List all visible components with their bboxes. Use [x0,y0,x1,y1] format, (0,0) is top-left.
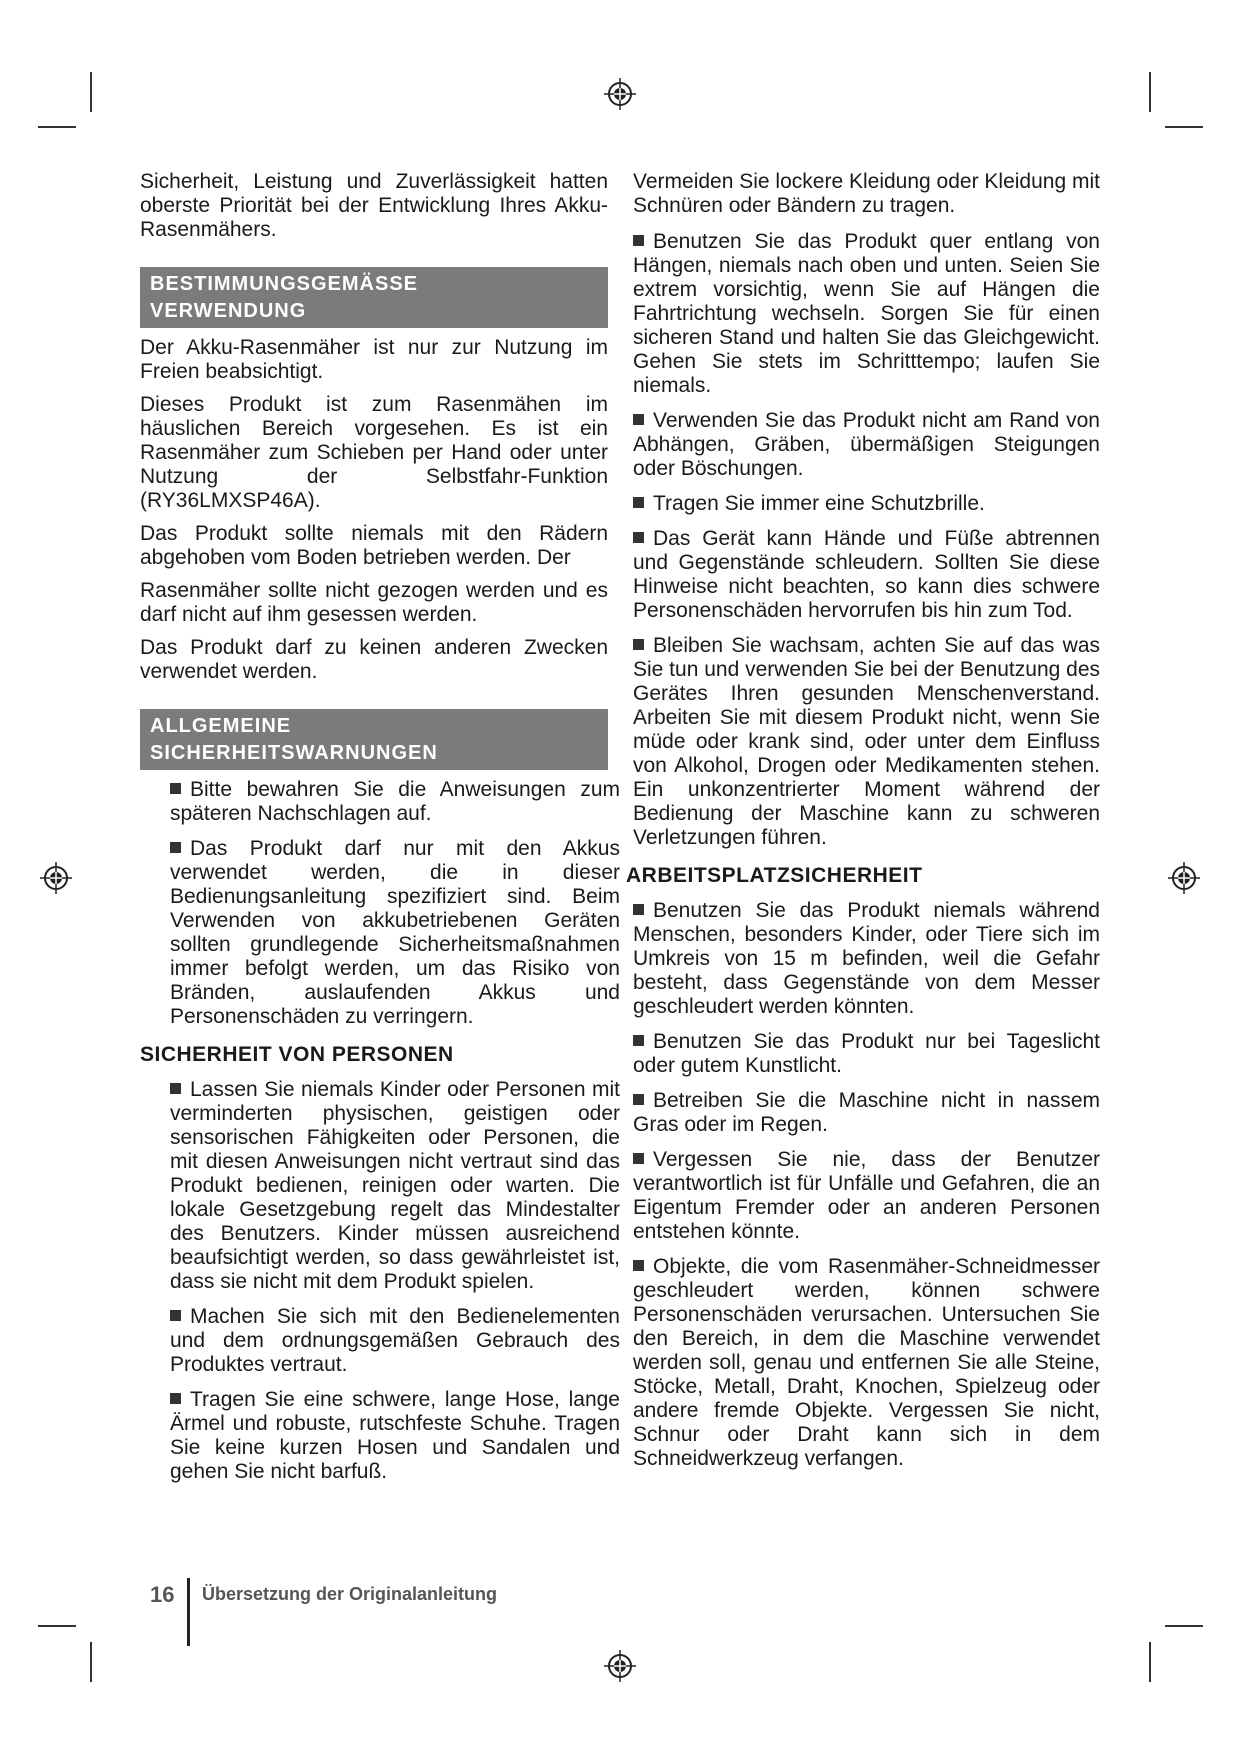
paragraph: Rasenmäher sollte nicht gezogen werden und es darf nicht auf ihm gesessen werden. [140,579,608,626]
list-item: Benutzen Sie das Produkt quer entlang von Hängen, niemals nach oben und unten. Seien Sie extrem vorsichtig, wenn Sie auf Hängen die Fahrtrichtung wechseln. Sorgen Sie für einen sicheren Stand und halten Sie das Gleichgewicht. Gehen Sie stets im Schritttempo; laufen Sie niemals. [633,230,1100,397]
paragraph: Das Produkt sollte niemals mit den Rädern abgehoben vom Boden betrieben werden. Der [140,522,608,569]
crop-mark-top-left-v [90,72,92,112]
list-item: Tragen Sie immer eine Schutzbrille. [633,492,1100,516]
list-item: Machen Sie sich mit den Bedienelementen und dem ordnungsgemäßen Gebrauch des Produktes vertraut. [170,1305,620,1376]
list-item: Betreiben Sie die Maschine nicht in nassem Gras oder im Regen. [633,1089,1100,1136]
crop-mark-top-right-v [1149,72,1151,112]
left-column [140,170,620,1495]
crop-mark-bottom-left-v [90,1642,92,1682]
bullet-square-icon [633,532,644,543]
subheading-workplace-safety: ARBEITSPLATZSICHERHEIT [626,864,923,887]
bullet-square-icon [633,639,644,650]
crop-mark-bottom-right-h [1165,1625,1203,1627]
list-item: Das Produkt darf nur mit den Akkus verwendet werden, die in dieser Bedienungsanleitung spezifiziert sind. Beim Verwenden von akkubetriebenen Geräten sollten grundlegende Sicherheitsmaßnahmen immer befolgt werden, um das Risiko von Bränden, auslaufenden Akkus und Personenschäden zu verringern. [170,837,620,1028]
crop-mark-top-left-h [38,126,76,128]
list-item: Benutzen Sie das Produkt niemals während Menschen, besonders Kinder, oder Tiere sich im Umkreis von 15 m befinden, weil die Gefahr besteht, dass Gegenstände von dem Messer geschleudert werden könnten. [633,899,1100,1018]
section-heading-safety-warnings [140,709,608,770]
list-item: Objekte, die vom Rasenmäher-Schneidmesser geschleudert werden, können schwere Personenschäden verursachen. Untersuchen Sie den Bereich, in dem die Maschine verwendet werden soll, genau und entfernen Sie alle Steine, Stöcke, Metall, Draht, Knochen, Spielzeug oder andere fremde Objekte. Vergessen Sie nicht, Schnur oder Draht kann sich in dem Schneidwerkzeug verfangen. [633,1255,1100,1470]
crop-mark-top-right-h [1165,126,1203,128]
bullet-list [140,778,620,1029]
intro-paragraph: Sicherheit, Leistung und Zuverlässigkeit hatten oberste Priorität bei der Entwicklung Ihres Akku-Rasenmähers. [140,170,608,241]
list-item: Benutzen Sie das Produkt nur bei Tageslicht oder gutem Kunstlicht. [633,1030,1100,1077]
crop-mark-bottom-right-v [1149,1642,1151,1682]
heading-line: SICHERHEITSWARNUNGEN [150,742,438,764]
page-number: 16 [150,1582,175,1607]
registration-mark-right-icon [1168,862,1200,894]
paragraph: Der Akku-Rasenmäher ist nur zur Nutzung im Freien beabsichtigt. [140,336,608,383]
list-item: Vergessen Sie nie, dass der Benutzer verantwortlich ist für Unfälle und Gefahren, die an Eigentum Fremder oder an anderen Personen entstehen könnte. [633,1148,1100,1243]
bullet-square-icon [633,1035,644,1046]
list-item: Bleiben Sie wachsam, achten Sie auf das was Sie tun und verwenden Sie bei der Benutzung des Gerätes Ihren gesunden Menschenverstand. Arbeiten Sie mit diesem Produkt nicht, wenn Sie müde oder krank sind, oder unter dem Einfluss von Alkohol, Drogen oder Medikamenten stehen. Ein unkonzentrierter Moment während der Bedienung der Maschine kann zu schweren Verletzungen führen. [633,634,1100,849]
footer-divider [187,1578,190,1646]
bullet-square-icon [170,783,181,794]
section-heading-intended-use [140,267,608,328]
bullet-square-icon [633,414,644,425]
bullet-square-icon [633,1153,644,1164]
bullet-square-icon [170,842,181,853]
bullet-square-icon [170,1393,181,1404]
intro-paragraph: Vermeiden Sie lockere Kleidung oder Kleidung mit Schnüren oder Bändern zu tragen. [633,170,1100,217]
bullet-square-icon [633,235,644,246]
heading-line: BESTIMMUNGSGEMÄSSE [150,273,419,295]
crop-mark-bottom-left-h [38,1625,76,1627]
list-item: Verwenden Sie das Produkt nicht am Rand von Abhängen, Gräben, übermäßigen Steigungen oder Böschungen. [633,409,1100,480]
bullet-list [633,899,1100,1471]
bullet-list [633,230,1100,850]
right-column [626,170,1100,1482]
bullet-square-icon [170,1083,181,1094]
registration-mark-top-icon [604,78,636,110]
list-item: Das Gerät kann Hände und Füße abtrennen und Gegenstände schleudern. Sollten Sie diese Hinweise nicht beachten, so kann dies schwere Personenschäden hervorrufen bis hin zum Tod. [633,527,1100,622]
list-item: Tragen Sie eine schwere, lange Hose, lange Ärmel und robuste, rutschfeste Schuhe. Tragen Sie keine kurzen Hosen und Sandalen und gehen Sie nicht barfuß. [170,1388,620,1483]
registration-mark-bottom-icon [604,1650,636,1682]
bullet-square-icon [633,1260,644,1271]
bullet-list [140,1078,620,1484]
bullet-square-icon [170,1310,181,1321]
heading-line: ALLGEMEINE [150,715,292,737]
bullet-square-icon [633,1094,644,1105]
bullet-square-icon [633,904,644,915]
footer-title: Übersetzung der Originalanleitung [202,1584,498,1604]
subheading-personal-safety: SICHERHEIT VON PERSONEN [140,1043,454,1066]
list-item: Bitte bewahren Sie die Anweisungen zum späteren Nachschlagen auf. [170,778,620,825]
paragraph: Das Produkt darf zu keinen anderen Zwecken verwendet werden. [140,636,608,683]
heading-line: VERWENDUNG [150,300,307,322]
registration-mark-left-icon [40,862,72,894]
paragraph: Dieses Produkt ist zum Rasenmähen im häuslichen Bereich vorgesehen. Es ist ein Rasenmäher zum Schieben per Hand oder unter Nutzung der Selbstfahr-Funktion (RY36LMXSP46A). [140,393,608,512]
bullet-square-icon [633,497,644,508]
list-item: Lassen Sie niemals Kinder oder Personen mit verminderten physischen, geistigen oder sensorischen Fähigkeiten oder Personen, die mit diesen Anweisungen nicht vertraut sind das Produkt bedienen, reinigen oder warten. Die lokale Gesetzgebung regelt das Mindestalter des Benutzers. Kinder müssen ausreichend beaufsichtigt werden, so dass gewährleistet ist, dass sie nicht mit dem Produkt spielen. [170,1078,620,1293]
